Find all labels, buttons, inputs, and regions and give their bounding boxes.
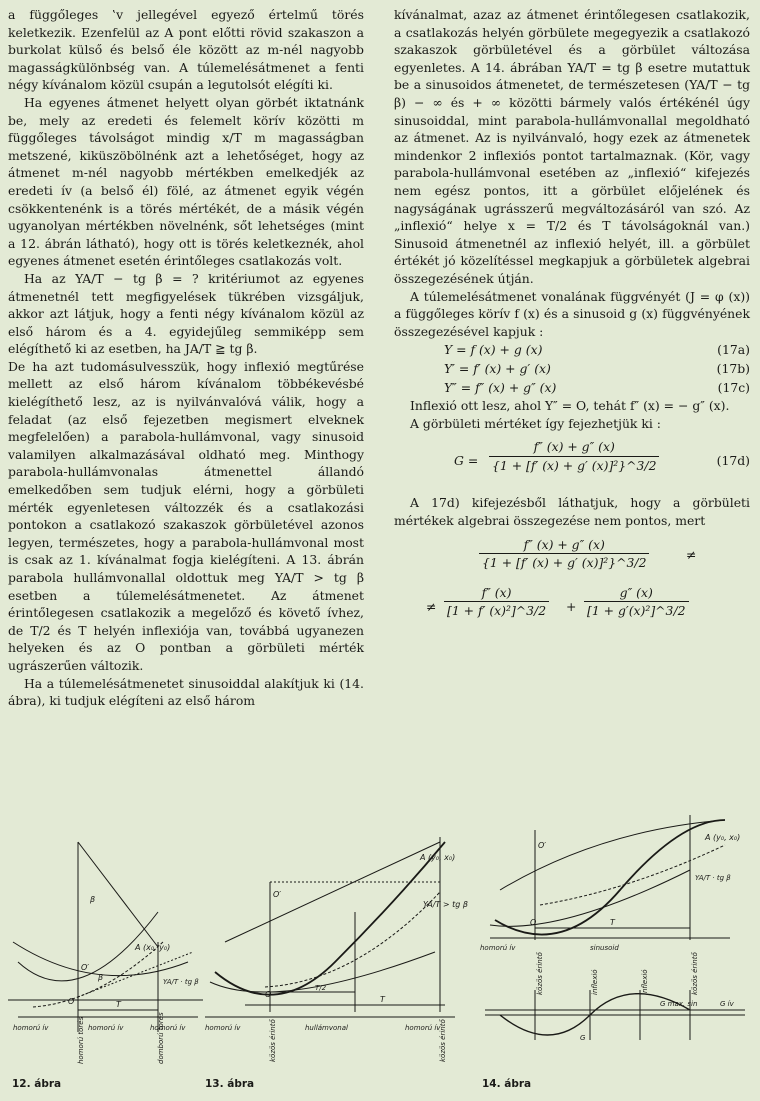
equation-17a: Y = f (x) + g (x) (17a) bbox=[444, 342, 750, 358]
fig14-label: O′ bbox=[538, 841, 547, 850]
paragraph: Inflexió ott lesz, ahol Y″ = O, tehát f″ (x) = − g″ (x). bbox=[410, 398, 730, 414]
fig14-label: O bbox=[530, 918, 537, 927]
fig14-label: YA/T · tg β bbox=[695, 874, 731, 882]
fig14-label: A (y₀, x₀) bbox=[705, 833, 741, 842]
fig13-label: O bbox=[265, 990, 272, 999]
fig14-label: G max. sin bbox=[660, 1000, 698, 1008]
equation-17d: G = $\frac{f'' (x) + g'' (x)}{\text{\{1 + [f′ (x) + g′ (x)]²\}\textasciicircum{}3/2}}$ (17d) bbox=[454, 439, 750, 474]
fig13-label: közös érintő bbox=[269, 1019, 277, 1062]
fig13-label: O′ bbox=[273, 890, 282, 899]
fig14-label: G bbox=[580, 1034, 586, 1042]
fig14-label: homorú ív bbox=[480, 944, 516, 952]
fig12-label: β bbox=[98, 973, 104, 982]
figure-12 bbox=[8, 832, 208, 1072]
fig14-caption: 14. ábra bbox=[482, 1078, 532, 1090]
paragraph: De ha azt tudomásulvesszük, hogy inflexió megtűrése mellett az első három kívánalom többékevésbé kielégíthető lesz, az is nyilvánvalóvá válik, hogy a feladat (az első fejezetben megismert elveknek megfelelően) a parabola-hullámvonal, vagy sinusoid valamilyen alkalmazásával oldható meg. Minthogy parabola-hullámvonalas átmenettel állandó emelkedőben sem tudjuk elérni, hogy a görbületi mérték egyenletesen változzék és a csatlakozási pontokon a csatlakozó szakaszok görbületével azonos legyen, természetes, hogy a parabola-hullámvonal most is csak az 1. kívánalmat fogja kielégíteni. A 13. ábrán parabola hullámvonallal oldottuk meg YA/T > tg β esetben a túlemelésátmenetet. Az átmenet érintőlegesen csatlakozik a megelőző és követő ívhez, de T/2 és T helyén inflexiója van, továbbá ugyanezen helyeken és az O pontban a görbületi mérték ugrászerűen változik. bbox=[8, 358, 364, 673]
paragraph: a függőleges ‛v jellegével egyező értelmű törés keletkezik. Ezenfelül az A pont előtti rövid szakaszon a burkolat külső és belső éle között az m-nél nagyobb magasságkülönbség van. A túlemelésátmenet a fenti négy kívánalom közül csupán a legutolsót elégíti ki. bbox=[8, 7, 364, 93]
figures-area bbox=[0, 810, 760, 1101]
fig13-label: hullámvonal bbox=[305, 1024, 348, 1032]
fig14-label: T bbox=[610, 918, 615, 927]
inequality-line-2: ≠ $\frac{f'' (x)}{\text{[1 + f′ (x)²]\textasciicircum{}3/2}}$ + $\frac{g'' (x)}{\text{[1 + g′(x)²]\textasciicircum{}3/2}}$ bbox=[394, 584, 750, 634]
paragraph: A görbületi mértéket így fejezhetjük ki : bbox=[410, 415, 661, 431]
text-column-left bbox=[8, 6, 364, 710]
paragraph: A túlemelésátmenet vonalának függvényét (J = φ (x)) a függőleges körív f (x) és a sinusoid g (x) függvényének összegezésével kapjuk : bbox=[394, 288, 750, 339]
fig13-label: A (y₀, x₀) bbox=[420, 853, 456, 862]
fig13-label: homorú ív bbox=[405, 1024, 441, 1032]
equation-17b: Y′ = f′ (x) + g′ (x) (17b) bbox=[444, 361, 750, 377]
fig13-label: T/2 bbox=[315, 984, 327, 992]
paragraph: Ha a túlemelésátmenetet sinusoiddal alakítjuk ki (14. ábra), ki tudjuk elégíteni az első három bbox=[8, 675, 364, 709]
fig14-label: sinusoid bbox=[590, 944, 619, 952]
fig12-label: homorú ív bbox=[150, 1024, 186, 1032]
fig14-label: G ív bbox=[720, 1000, 734, 1008]
text-column-right bbox=[394, 6, 750, 638]
fig13-label: T bbox=[380, 995, 385, 1004]
fig12-label: homorú ív bbox=[13, 1024, 49, 1032]
figure-13 bbox=[205, 812, 468, 1072]
fig14-label: inflexió bbox=[591, 969, 599, 995]
fig12-label: YA/T · tg β bbox=[163, 978, 199, 986]
paragraph: Ha az YA/T − tg β = ? kritériumot az egyenes átmenetnél tett megfigyelések tükrében vizsgáljuk, akkor azt látjuk, hogy a fenti négy kívánalom közül az első három és a 4. egyidejűleg semmiképp sem elégíthető ki az esetben, ha JA/T ≧ tg β. bbox=[8, 270, 364, 357]
fig14-label: inflexió bbox=[641, 969, 649, 995]
fig12-label: homorú törés bbox=[77, 1016, 85, 1064]
inequality-line-1: $\frac{f'' (x) + g'' (x)}{\text{\{1 + [f′ (x) + g′ (x)]²\}\textasciicircum{}3/2}}$ ≠ bbox=[394, 534, 750, 580]
fig13-label: YA/T > tg β bbox=[423, 900, 468, 909]
paragraph: Ha egyenes átmenet helyett olyan görbét iktatnánk be, mely az eredeti és felemelt körív közötti m függőleges távolságot mindig x/T m magasságban metszené, kiküszöbölnénk azt a lehetőséget, hogy az átmenet m-nél nagyobb mértékben emelkedjék az eredeti ív (a belső él) fölé, az átmenet egyik végén csökkentenénk is a törés mértékét, de a másik végén ugyanolyan mértékben növelnénk, sőt lehetséges (mint a 12. ábrán látható), hogy ott is törés keletkeznék, ahol egyenes átmenet esetén érintőleges csatlakozás volt. bbox=[8, 94, 364, 269]
paragraph: A 17d) kifejezésből láthatjuk, hogy a görbületi mértékek algebrai összegezése nem pontos, mert bbox=[394, 495, 750, 529]
fig14-label: közös érintő bbox=[691, 952, 699, 995]
fig13-caption: 13. ábra bbox=[205, 1078, 255, 1090]
fig12-label: domború törés bbox=[157, 1012, 165, 1064]
fig12-label: T bbox=[116, 1000, 121, 1009]
fig13-label: homorú ív bbox=[205, 1024, 241, 1032]
fig12-label: O bbox=[68, 997, 75, 1006]
paragraph: kívánalmat, azaz az átmenet érintőlegesen csatlakozik, a csatlakozás helyén görbülete megegyezik a csatlakozó szakaszok görbületével és a görbület változása egyenletes. A 14. ábrában YA/T = tg β esetre mutattuk be a sinusoidos átmenetet, de természetesen (YA/T − tg β) − ∞ és + ∞ közötti bármely valós értékénél úgy sinusoiddal, mint parabola-hullámvonallal megoldható az átmenet. Az is nyilvánvaló, hogy ezek az átmenetek mindenkor 2 inflexiós pontot tartalmaznak. (Kör, vagy parabola-hullámvonal esetében az „inflexió“ kifejezés nem egész pontos, itt a görbület előjelének és nagyságának ugrásszerű megváltozásáról van szó. Az „inflexió“ helye x = T/2 és T távolságoknál van.) Sinusoid átmenetnél az inflexió helyét, ill. a görbület értékét jó közelítéssel megkapjuk a görbületek algebrai összegezésének útján. bbox=[394, 7, 750, 286]
fig12-label: β bbox=[90, 895, 96, 904]
fig13-label: közös érintő bbox=[439, 1019, 447, 1062]
fig12-label: O′ bbox=[81, 963, 90, 972]
figure-14 bbox=[480, 810, 755, 1075]
fig12-label: A (x₀, y₀) bbox=[135, 943, 171, 952]
equation-17c: Y″ = f″ (x) + g″ (x) (17c) bbox=[444, 380, 750, 396]
fig12-label: homorú ív bbox=[88, 1024, 124, 1032]
fig14-label: közös érintő bbox=[536, 952, 544, 995]
fig12-caption: 12. ábra bbox=[12, 1078, 62, 1090]
